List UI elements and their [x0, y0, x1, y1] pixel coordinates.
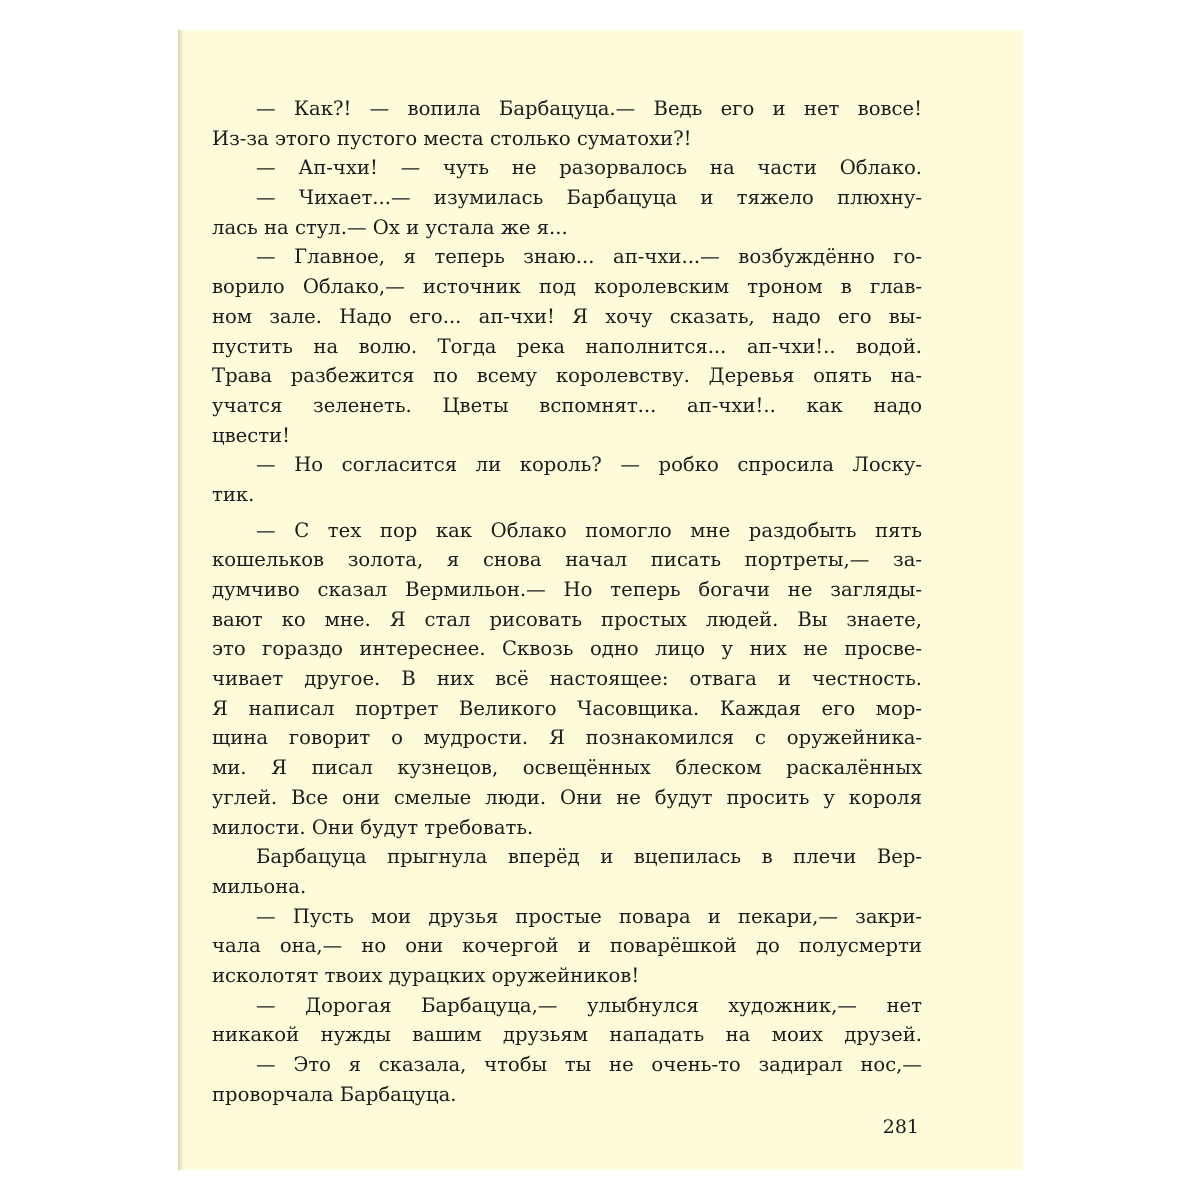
text-line: милости. Они будут требовать.: [212, 815, 534, 839]
text-line: — Это я сказала, чтобы ты не очень-то задирал нос,—: [256, 1053, 922, 1076]
text-line: ворило Облако,— источник под королевским троном в глав-: [212, 275, 922, 299]
text-line: никакой нужды вашим друзьям нападать на моих друзей.: [212, 1023, 922, 1047]
text-line: — Пусть мои друзья простые повара и пекари,— закри-: [256, 904, 922, 928]
text-line: — Дорогая Барбацуца,— улыбнулся художник,— нет: [256, 993, 922, 1017]
text-line: ном зале. Надо его... ап-чхи! Я хочу сказать, надо его вы-: [212, 304, 922, 328]
text-line: чивает другое. В них всё настоящее: отвага и честность.: [212, 667, 922, 691]
text-line: — С тех пор как Облако помогло мне раздобыть пять: [256, 518, 922, 542]
text-line: тик.: [212, 482, 255, 506]
page-number: 281: [882, 1116, 919, 1138]
text-line: — Главное, я теперь знаю... ап-чхи...— возбуждённо го-: [256, 245, 922, 269]
text-line: чала она,— но они кочергой и поварёшкой до полусмерти: [212, 934, 922, 958]
text-line: — Ап-чхи! — чуть не разорвалось на части Облако.: [256, 156, 922, 180]
text-line: Трава разбежится по всему королевству. Деревья опять на-: [212, 364, 922, 388]
text-line: мильона.: [212, 874, 307, 898]
text-line: думчиво сказал Вермильон.— Но теперь богачи не загляды-: [212, 578, 922, 601]
text-line: — Но согласится ли король? — робко спросила Лоску-: [256, 453, 922, 477]
text-line: ми. Я писал кузнецов, освещённых блеском раскалённых: [212, 756, 922, 780]
text-line: Барбацуца прыгнула вперёд и вцепилась в плечи Вер-: [256, 845, 922, 869]
text-line: проворчала Барбацуца.: [212, 1082, 457, 1106]
text-line: щина говорит о мудрости. Я познакомился с оружейника-: [212, 726, 922, 750]
text-line: учатся зеленеть. Цветы вспомнят... ап-чхи!.. как надо: [212, 393, 922, 417]
text-line: исколотят твоих дурацких оружейников!: [212, 963, 640, 987]
book-page: [178, 30, 1023, 1170]
text-line: кошельков золота, я снова начал писать портреты,— за-: [212, 548, 922, 572]
text-line: пустить на волю. Тогда река наполнится... ап-чхи!.. водой.: [212, 334, 922, 358]
text-line: лась на стул.— Ох и устала же я...: [212, 215, 568, 239]
text-line: Из-за этого пустого места столько суматохи?!: [212, 126, 692, 150]
page-text: [212, 94, 922, 1109]
text-line: Я написал портрет Великого Часовщика. Каждая его мор-: [212, 696, 922, 720]
text-line: цвести!: [212, 423, 290, 447]
text-line: — Чихает...— изумилась Барбацуца и тяжело плюхну-: [256, 186, 922, 210]
text-line: углей. Все они смелые люди. Они не будут просить у короля: [212, 785, 922, 809]
text-line: — Как?! — вопила Барбацуца.— Ведь его и нет вовсе!: [256, 97, 922, 120]
text-line: это гораздо интереснее. Сквозь одно лицо у них не просве-: [212, 637, 922, 661]
text-line: вают ко мне. Я стал рисовать простых людей. Вы знаете,: [212, 607, 922, 631]
